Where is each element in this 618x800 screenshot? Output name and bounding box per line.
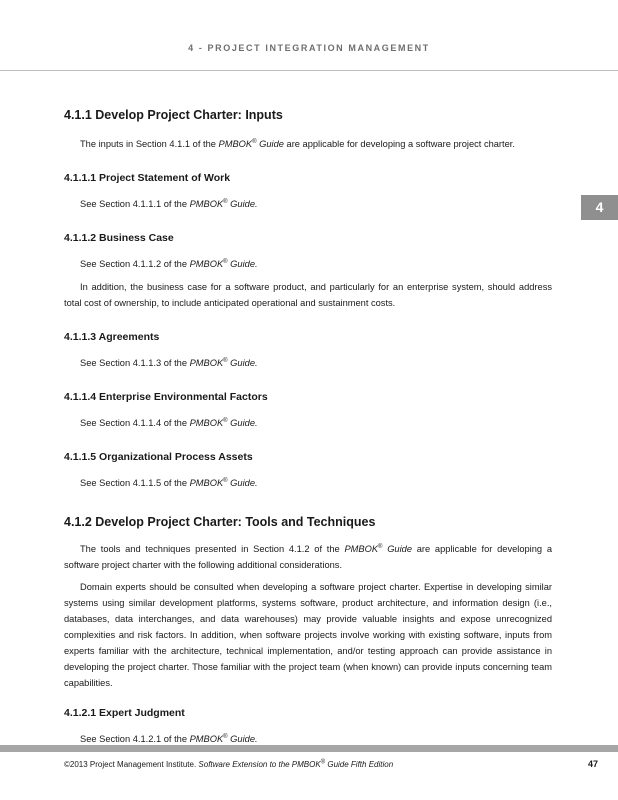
section-heading-tools: 4.1.2 Develop Project Charter: Tools and Techniques: [64, 515, 376, 529]
see-section-paragraph: See Section 4.1.1.4 of the PMBOK® Guide.: [80, 417, 258, 428]
page-number: 47: [587, 759, 598, 769]
see-section-paragraph: See Section 4.1.1.1 of the PMBOK® Guide.: [80, 198, 258, 209]
subsection-heading: 4.1.1.4 Enterprise Environmental Factors: [64, 391, 268, 403]
subsection-heading: 4.1.2.1 Expert Judgment: [64, 707, 185, 719]
subsection-heading: 4.1.1.5 Organizational Process Assets: [64, 451, 253, 463]
running-title: 4 - PROJECT INTEGRATION MANAGEMENT: [188, 43, 430, 53]
chapter-tab: 4: [581, 195, 618, 220]
subsection-heading: 4.1.1.1 Project Statement of Work: [64, 172, 231, 184]
footer-citation: ©2013 Project Management Institute. Software Extension to the PMBOK® Guide Fifth Edition: [64, 759, 394, 769]
subsection-heading: 4.1.1.3 Agreements: [64, 331, 160, 343]
section-heading-inputs: 4.1.1 Develop Project Charter: Inputs: [64, 108, 283, 122]
domain-experts-paragraph: Domain experts should be consulted when developing a software project charter. Expertise in developing similar systems using similar development platforms, systems software, product architecture, and information design (i.e., databases, data interchanges, and data warehouses) may provide valuable insights and expose unrecognized complexities and risk factors. In addition, when software projects involve working with existing software, inputs from experts familiar with the architecture, technical implementation, and/or testing approach can provide assistance in developing the project charter. Those familiar with the project team (when known) can provide inputs concerning team capabilities.: [64, 582, 552, 688]
inputs-intro-paragraph: The inputs in Section 4.1.1 of the PMBOK® Guide are applicable for developing a software project charter.: [80, 138, 515, 149]
see-section-paragraph: See Section 4.1.2.1 of the PMBOK® Guide.: [80, 733, 258, 744]
subsection-heading: 4.1.1.2 Business Case: [64, 232, 174, 244]
running-header: [0, 0, 618, 71]
business-case-paragraph: In addition, the business case for a software product, and particularly for an enterprise system, should address total cost of ownership, to include anticipated operational and sustainment costs.: [64, 282, 552, 308]
tools-intro-paragraph: The tools and techniques presented in Section 4.1.2 of the PMBOK® Guide are applicable for developing a software project charter with the following additional considerations.: [64, 543, 552, 570]
see-section-paragraph: See Section 4.1.1.5 of the PMBOK® Guide.: [80, 477, 258, 488]
page-content: [64, 108, 552, 747]
see-section-paragraph: See Section 4.1.1.3 of the PMBOK® Guide.: [80, 357, 258, 368]
see-section-paragraph: See Section 4.1.1.2 of the PMBOK® Guide.: [80, 258, 258, 269]
footer-bar: [0, 745, 618, 752]
